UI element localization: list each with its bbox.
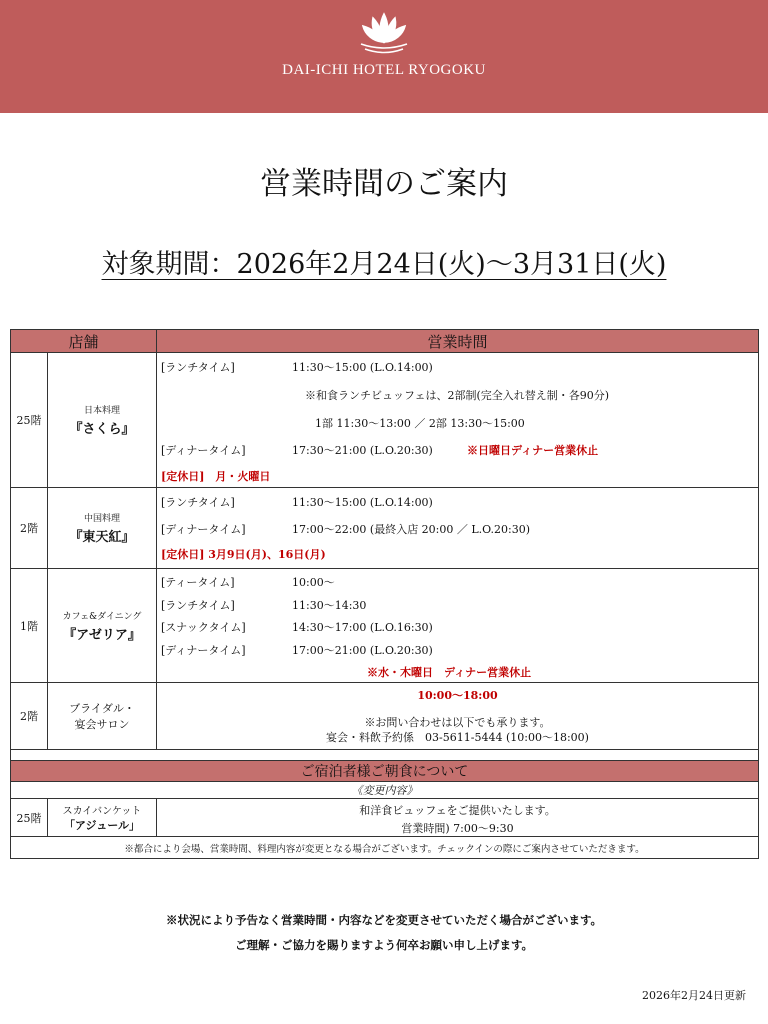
snack-time: 14:30～17:00 (L.O.16:30) [292, 621, 433, 634]
closed-days: [定休日] 3月9日(月)、16日(月) [161, 548, 326, 561]
buffet-sessions: 1部 11:30～13:00 ／ 2部 13:30～15:00 [315, 417, 525, 430]
salon-hours: 10:00～18:00 [417, 689, 498, 702]
reservation-contact: 宴会・料飲予約係 03-5611-5444 (10:00～18:00) [326, 731, 589, 744]
table-row-azalea [11, 569, 758, 683]
store-name: 『東天紅』 [69, 530, 135, 545]
page-title: 営業時間のご案内 [260, 166, 508, 202]
store-sakura [48, 353, 157, 487]
lunch-label: [ランチタイム] [161, 496, 235, 509]
tea-time: 10:00～ [292, 576, 335, 589]
store-azalea [48, 569, 157, 682]
lotus-icon [355, 8, 413, 58]
breakfast-note: ※都合により会場、営業時間、料理内容が変更となる場合がございます。チェックインの際にご案内させていただきます。 [124, 843, 645, 855]
hours-cell [157, 799, 758, 836]
dinner-time: 17:00～22:00 (最終入店 20:00 ／ L.O.20:30) [292, 523, 531, 536]
breakfast-hours: 営業時間) 7:00～9:30 [401, 822, 514, 835]
store-category: 中国料理 [83, 514, 120, 524]
updated-date: 2026年2月24日更新 [642, 989, 746, 1002]
lunch-label: [ランチタイム] [161, 361, 235, 374]
change-details-label: 《変更内容》 [11, 782, 758, 799]
floor-label: 1階 [11, 569, 48, 682]
dinner-time: 17:30～21:00 (L.O.20:30) [292, 444, 433, 457]
header-banner [0, 0, 768, 113]
store-category: 日本料理 [83, 406, 120, 416]
table-row-breakfast [11, 799, 758, 837]
floor-label: 2階 [11, 488, 48, 568]
footer-notice: ※状況により予告なく営業時間・内容などを変更させていただく場合がございます。 [165, 913, 603, 927]
dinner-closed-note: ※水・木曜日 ディナー営業休止 [367, 666, 532, 679]
target-period: 対象期間：2026年2月24日(火)～3月31日(火) [101, 249, 667, 280]
lunch-time: 11:30～15:00 (L.O.14:00) [292, 496, 433, 509]
store-azur [48, 799, 157, 836]
hours-cell [157, 569, 758, 682]
hours-table [10, 329, 759, 859]
dinner-label: [ディナータイム] [161, 644, 246, 657]
table-row-sakura [11, 353, 758, 488]
table-row-banquet [11, 683, 758, 750]
store-column-header: 店舗 [11, 330, 157, 352]
hours-column-header: 営業時間 [427, 332, 488, 351]
snack-label: [スナックタイム] [161, 621, 246, 634]
store-category: カフェ&ダイニング [62, 611, 142, 622]
closed-days: [定休日] 月・火曜日 [161, 470, 271, 483]
store-name-line2: 宴会サロン [74, 718, 130, 731]
dinner-label: [ディナータイム] [161, 523, 246, 536]
store-totenko [48, 488, 157, 568]
tea-label: [ティータイム] [161, 576, 235, 589]
lunch-time: 11:30～14:30 [292, 599, 367, 612]
floor-label: 25階 [11, 353, 48, 487]
store-name: 『さくら』 [69, 422, 135, 437]
lunch-label: [ランチタイム] [161, 599, 235, 612]
table-row-totenko [11, 488, 758, 569]
hotel-brand: DAI-ICHI HOTEL RYOGOKU [282, 62, 486, 78]
inquiry-note: ※お問い合わせは以下でも承ります。 [364, 716, 551, 729]
store-banquet-salon [48, 683, 157, 749]
floor-label: 25階 [11, 799, 48, 836]
floor-label: 2階 [11, 683, 48, 749]
buffet-note: ※和食ランチビュッフェは、2部制(完全入れ替え制・各90分) [305, 389, 610, 402]
hours-cell [157, 353, 758, 487]
store-name: 「アジュール」 [63, 819, 141, 832]
store-name: 『アゼリア』 [63, 627, 141, 643]
footer-request: ご理解・ご協力を賜りますよう何卒お願い申し上げます。 [234, 938, 534, 952]
hours-cell [157, 488, 758, 568]
store-name-line1: ブライダル・ [69, 702, 135, 715]
dinner-label: [ディナータイム] [161, 444, 246, 457]
hours-cell [157, 683, 758, 749]
breakfast-header: ご宿泊者様ご朝食について [11, 761, 758, 782]
table-header [11, 330, 758, 353]
breakfast-buffet: 和洋食ビュッフェをご提供いたします。 [359, 804, 556, 817]
sunday-closed-note: ※日曜日ディナー営業休止 [467, 444, 599, 457]
lunch-time: 11:30～15:00 (L.O.14:00) [292, 361, 433, 374]
dinner-time: 17:00～21:00 (L.O.20:30) [292, 644, 433, 657]
table-spacer [11, 750, 758, 761]
store-category: スカイバンケット [62, 806, 142, 817]
